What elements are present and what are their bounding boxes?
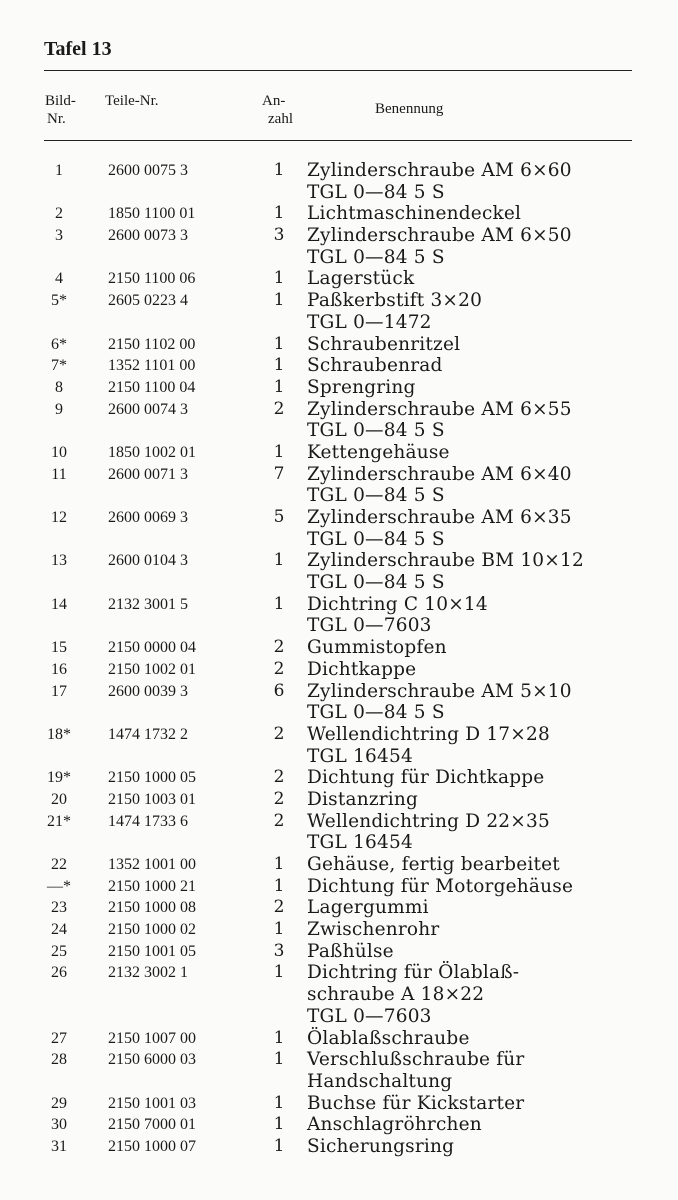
benennung-cell: Schraubenritzel <box>307 333 461 355</box>
table-row-continuation <box>0 529 678 551</box>
table-row <box>0 1049 678 1071</box>
table-row <box>0 225 678 247</box>
teile-nr-cell: 2600 0073 3 <box>108 227 188 245</box>
anzahl-cell: 1 <box>273 1092 285 1113</box>
bild-nr-cell: 18* <box>47 725 71 743</box>
teile-nr-cell: 2150 1000 07 <box>108 1137 196 1155</box>
benennung-cell: Wellendichtring D 17×28 <box>307 723 550 745</box>
anzahl-cell: 2 <box>273 658 285 679</box>
anzahl-cell: 1 <box>273 203 285 224</box>
bild-nr-cell: 16 <box>51 660 67 678</box>
bild-nr-cell: 22 <box>51 856 67 873</box>
benennung-cell: TGL 0—84 5 S <box>307 181 445 203</box>
teile-nr-cell: 1474 1733 6 <box>108 812 188 830</box>
teile-nr-cell: 2150 7000 01 <box>108 1116 196 1134</box>
bild-nr-cell: 8 <box>55 378 63 396</box>
table-row <box>0 897 678 919</box>
anzahl-cell: 1 <box>273 919 285 940</box>
anzahl-cell: 1 <box>273 268 285 289</box>
table-row-continuation <box>0 485 678 507</box>
benennung-cell: Paßkerbstift 3×20 <box>307 290 483 312</box>
bild-nr-cell: 4 <box>55 270 63 288</box>
anzahl-cell: 1 <box>273 875 285 896</box>
teile-nr-cell: 2150 0000 04 <box>108 639 196 657</box>
anzahl-cell: 2 <box>273 637 285 658</box>
table-row <box>0 355 678 377</box>
bild-nr-cell: 27 <box>51 1029 67 1047</box>
header-top-rule <box>44 70 632 71</box>
bild-nr-cell: 7* <box>51 357 67 375</box>
anzahl-cell: 5 <box>273 507 285 527</box>
header-bottom-rule <box>44 140 632 141</box>
teile-nr-cell: 2150 1003 01 <box>108 790 196 808</box>
bild-nr-cell: 13 <box>51 552 67 570</box>
bild-nr-cell: 21* <box>47 812 71 830</box>
anzahl-cell: 2 <box>273 398 285 419</box>
anzahl-cell: 1 <box>273 376 285 397</box>
table-row-continuation <box>0 182 678 204</box>
anzahl-cell: 1 <box>273 962 285 983</box>
teile-nr-cell: 2600 0075 3 <box>108 162 188 179</box>
benennung-cell: TGL 0—84 5 S <box>307 246 445 268</box>
bild-nr-cell: 30 <box>51 1116 67 1134</box>
table-row-continuation <box>0 615 678 637</box>
teile-nr-cell: 2600 0074 3 <box>108 400 188 418</box>
table-row <box>0 876 678 898</box>
table-row <box>0 507 678 529</box>
bild-nr-cell: 3 <box>55 227 63 245</box>
benennung-cell: Dichtkappe <box>307 658 417 680</box>
teile-nr-cell: 2150 6000 03 <box>108 1051 196 1069</box>
table-row-continuation <box>0 420 678 442</box>
benennung-cell: Zylinderschraube AM 5×10 <box>307 680 572 702</box>
bild-nr-cell: 15 <box>51 639 67 657</box>
table-row-continuation <box>0 702 678 724</box>
table-row <box>0 1114 678 1136</box>
teile-nr-cell: 1850 1100 01 <box>108 205 196 223</box>
anzahl-cell: 1 <box>273 290 285 311</box>
teile-nr-cell: 2150 1100 04 <box>108 378 196 396</box>
anzahl-cell: 1 <box>273 333 285 354</box>
anzahl-cell: 3 <box>273 225 285 246</box>
table-row <box>0 550 678 572</box>
bild-nr-cell: 1 <box>55 162 63 179</box>
benennung-cell: Paßhülse <box>307 940 394 962</box>
teile-nr-cell: 2150 1007 00 <box>108 1029 196 1047</box>
benennung-cell: Dichtung für Dichtkappe <box>307 767 545 789</box>
anzahl-cell: 1 <box>273 355 285 376</box>
teile-nr-cell: 2150 1100 06 <box>108 270 196 288</box>
benennung-cell: TGL 0—84 5 S <box>307 485 445 507</box>
table-row <box>0 399 678 421</box>
anzahl-cell: 1 <box>273 1049 285 1070</box>
benennung-cell: Gehäuse, fertig bearbeitet <box>307 854 560 875</box>
table-row <box>0 268 678 290</box>
page-title: Tafel 13 <box>44 38 112 60</box>
table-row <box>0 594 678 616</box>
teile-nr-cell: 2150 1002 01 <box>108 660 196 678</box>
benennung-cell: TGL 0—84 5 S <box>307 702 445 724</box>
teile-nr-cell: 2150 1001 05 <box>108 942 196 960</box>
table-row-continuation <box>0 832 678 854</box>
bild-nr-cell: 6* <box>51 335 67 353</box>
table-row <box>0 1093 678 1115</box>
table-row <box>0 941 678 963</box>
anzahl-cell: 6 <box>273 680 285 701</box>
bild-nr-cell: 17 <box>51 682 67 700</box>
bild-nr-cell: 31 <box>51 1137 67 1155</box>
benennung-cell: Distanzring <box>307 788 419 810</box>
benennung-cell: schraube A 18×22 <box>307 984 485 1006</box>
benennung-cell: Zylinderschraube AM 6×40 <box>307 463 572 485</box>
teile-nr-cell: 2605 0223 4 <box>108 292 188 310</box>
table-row <box>0 811 678 833</box>
benennung-cell: TGL 0—84 5 S <box>307 420 445 442</box>
bild-nr-cell: 24 <box>51 921 67 939</box>
table-row <box>0 637 678 659</box>
bild-nr-cell: 14 <box>51 595 67 613</box>
table-row <box>0 724 678 746</box>
teile-nr-cell: 2132 3001 5 <box>108 595 188 613</box>
teile-nr-cell: 1850 1002 01 <box>108 443 196 461</box>
parts-table <box>0 160 678 1158</box>
benennung-cell: Zylinderschraube AM 6×60 <box>307 160 572 181</box>
table-row <box>0 681 678 703</box>
benennung-cell: Handschaltung <box>307 1070 453 1092</box>
anzahl-cell: 1 <box>273 1114 285 1135</box>
benennung-cell: Lagerstück <box>307 268 415 290</box>
table-row-continuation <box>0 1006 678 1028</box>
bild-nr-cell: 2 <box>55 205 63 223</box>
table-row <box>0 334 678 356</box>
anzahl-cell: 1 <box>273 160 285 180</box>
bild-nr-cell: 29 <box>51 1094 67 1112</box>
anzahl-cell: 1 <box>273 550 285 571</box>
table-row-continuation <box>0 746 678 768</box>
benennung-cell: TGL 0—1472 <box>307 311 432 333</box>
header-teile-nr: Teile-Nr. <box>105 93 159 109</box>
table-row <box>0 659 678 681</box>
table-row <box>0 377 678 399</box>
bild-nr-cell: 19* <box>47 769 71 787</box>
teile-nr-cell: 2600 0071 3 <box>108 465 188 483</box>
benennung-cell: Ölablaßschraube <box>307 1027 470 1049</box>
table-row-continuation <box>0 312 678 334</box>
teile-nr-cell: 1352 1001 00 <box>108 856 196 873</box>
table-row <box>0 464 678 486</box>
bild-nr-cell: 5* <box>51 292 67 310</box>
benennung-cell: Sicherungsring <box>307 1135 455 1157</box>
table-row <box>0 789 678 811</box>
bild-nr-cell: 26 <box>51 964 67 982</box>
table-row <box>0 160 678 182</box>
benennung-cell: TGL 0—84 5 S <box>307 572 445 594</box>
teile-nr-cell: 2132 3002 1 <box>108 964 188 982</box>
bild-nr-cell: 28 <box>51 1051 67 1069</box>
header-anzahl: An- zahl <box>262 93 293 127</box>
teile-nr-cell: 1352 1101 00 <box>108 357 196 375</box>
anzahl-cell: 1 <box>273 1135 285 1156</box>
anzahl-cell: 3 <box>273 940 285 961</box>
teile-nr-cell: 1474 1732 2 <box>108 725 188 743</box>
benennung-cell: Dichtung für Motorgehäuse <box>307 875 574 897</box>
bild-nr-cell: 11 <box>51 465 67 483</box>
table-row <box>0 767 678 789</box>
table-row <box>0 203 678 225</box>
benennung-cell: Zylinderschraube AM 6×35 <box>307 507 572 528</box>
teile-nr-cell: 2150 1000 21 <box>108 877 196 895</box>
anzahl-cell: 2 <box>273 723 285 744</box>
table-row <box>0 1136 678 1158</box>
teile-nr-cell: 2600 0039 3 <box>108 682 188 700</box>
benennung-cell: Lagergummi <box>307 897 429 919</box>
benennung-cell: Zylinderschraube AM 6×50 <box>307 225 572 247</box>
benennung-cell: Dichtring C 10×14 <box>307 593 488 615</box>
benennung-cell: TGL 0—7603 <box>307 1005 432 1027</box>
teile-nr-cell: 2150 1000 02 <box>108 921 196 939</box>
benennung-cell: Kettengehäuse <box>307 441 450 463</box>
bild-nr-cell: 23 <box>51 899 67 917</box>
bild-nr-cell: —* <box>47 877 71 895</box>
bild-nr-cell: 20 <box>51 790 67 808</box>
bild-nr-cell: 10 <box>51 443 67 461</box>
table-row-continuation <box>0 984 678 1006</box>
bild-nr-cell: 9 <box>55 400 63 418</box>
table-row <box>0 854 678 876</box>
anzahl-cell: 7 <box>273 463 285 484</box>
benennung-cell: TGL 0—84 5 S <box>307 528 445 550</box>
benennung-cell: Wellendichtring D 22×35 <box>307 810 550 832</box>
benennung-cell: TGL 16454 <box>307 832 413 854</box>
benennung-cell: Schraubenrad <box>307 355 443 377</box>
table-row-continuation <box>0 572 678 594</box>
benennung-cell: Lichtmaschinendeckel <box>307 203 522 225</box>
anzahl-cell: 1 <box>273 854 285 874</box>
benennung-cell: Anschlagröhrchen <box>307 1114 482 1136</box>
anzahl-cell: 2 <box>273 788 285 809</box>
anzahl-cell: 2 <box>273 897 285 918</box>
table-row <box>0 442 678 464</box>
benennung-cell: Buchse für Kickstarter <box>307 1092 525 1114</box>
bild-nr-cell: 12 <box>51 509 67 526</box>
anzahl-cell: 1 <box>273 441 285 462</box>
table-row <box>0 962 678 984</box>
benennung-cell: TGL 16454 <box>307 745 413 767</box>
benennung-cell: Sprengring <box>307 376 416 398</box>
anzahl-cell: 2 <box>273 767 285 788</box>
benennung-cell: Zwischenrohr <box>307 919 440 941</box>
table-row <box>0 290 678 312</box>
benennung-cell: Zylinderschraube AM 6×55 <box>307 398 572 420</box>
benennung-cell: TGL 0—7603 <box>307 615 432 637</box>
anzahl-cell: 1 <box>273 1027 285 1048</box>
benennung-cell: Dichtring für Ölablaß- <box>307 962 520 984</box>
table-row <box>0 1028 678 1050</box>
table-row-continuation <box>0 1071 678 1093</box>
header-bild-nr: Bild- Nr. <box>45 93 76 127</box>
teile-nr-cell: 2150 1000 08 <box>108 899 196 917</box>
teile-nr-cell: 2600 0104 3 <box>108 552 188 570</box>
benennung-cell: Verschlußschraube für <box>307 1049 525 1071</box>
teile-nr-cell: 2150 1000 05 <box>108 769 196 787</box>
teile-nr-cell: 2150 1102 00 <box>108 335 196 353</box>
table-row-continuation <box>0 247 678 269</box>
header-benennung: Benennung <box>375 101 444 117</box>
bild-nr-cell: 25 <box>51 942 67 960</box>
table-row <box>0 919 678 941</box>
anzahl-cell: 1 <box>273 593 285 614</box>
teile-nr-cell: 2600 0069 3 <box>108 509 188 526</box>
benennung-cell: Zylinderschraube BM 10×12 <box>307 550 584 572</box>
benennung-cell: Gummistopfen <box>307 637 447 659</box>
teile-nr-cell: 2150 1001 03 <box>108 1094 196 1112</box>
anzahl-cell: 2 <box>273 810 285 831</box>
